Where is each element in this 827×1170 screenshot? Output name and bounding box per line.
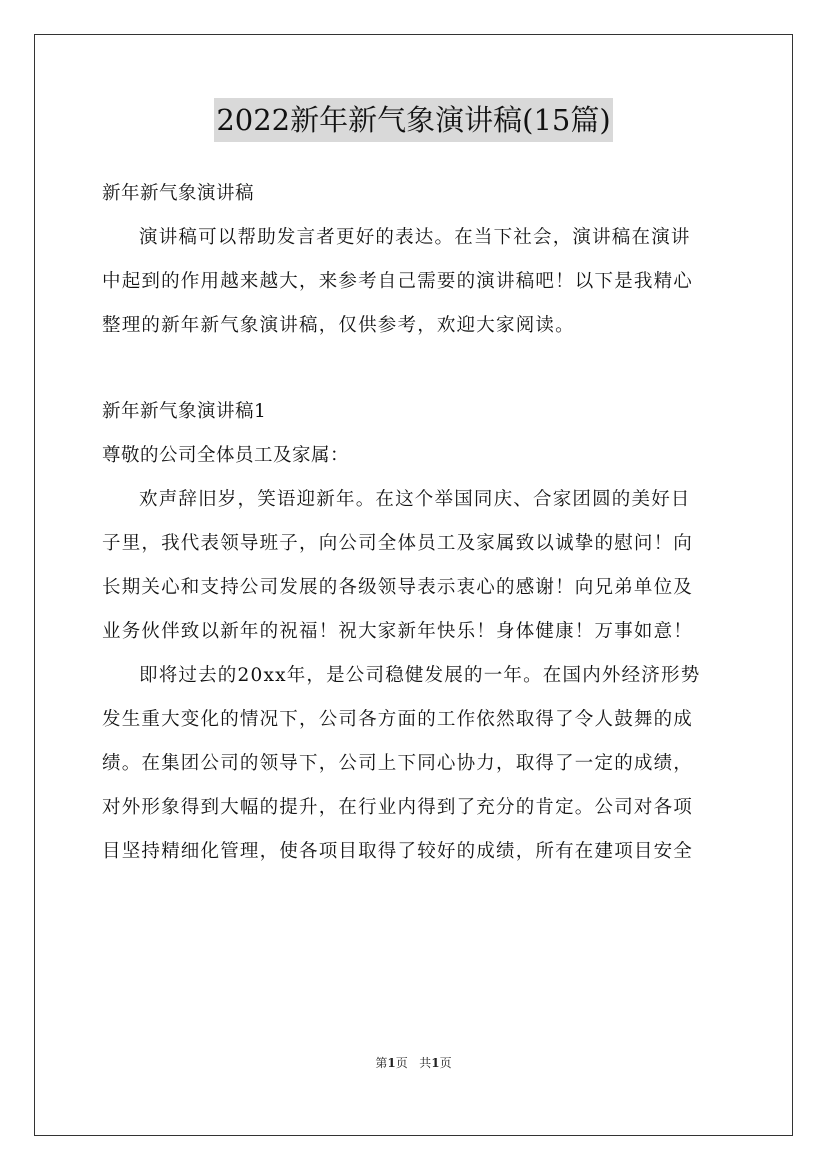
paragraph-line: 业务伙伴致以新年的祝福！祝大家新年快乐！身体健康！万事如意！ — [102, 621, 694, 642]
paragraph-line: 演讲稿可以帮助发言者更好的表达。在当下社会，演讲稿在演讲 — [139, 227, 691, 248]
page-suffix: 页 — [395, 1056, 408, 1070]
document-body — [102, 172, 728, 874]
paragraph-line: 发生重大变化的情况下，公司各方面的工作依然取得了令人鼓舞的成 — [102, 709, 694, 730]
total-prefix: 共 — [419, 1056, 432, 1070]
paragraph-line: 目坚持精细化管理，使各项目取得了较好的成绩，所有在建项目安全 — [102, 841, 694, 862]
paragraph-line: 长期关心和支持公司发展的各级领导表示衷心的感谢！向兄弟单位及 — [102, 577, 694, 598]
section-heading: 新年新气象演讲稿1 — [102, 401, 267, 422]
paragraph-line: 绩。在集团公司的领导下，公司上下同心协力，取得了一定的成绩， — [102, 753, 694, 774]
total-number: 1 — [431, 1056, 440, 1070]
paragraph-2 — [102, 654, 728, 874]
document-title: 2022新年新气象演讲稿(15篇) — [214, 98, 612, 142]
paragraph-line: 对外形象得到大幅的提升，在行业内得到了充分的肯定。公司对各项 — [102, 797, 694, 818]
total-suffix: 页 — [439, 1056, 452, 1070]
page-footer — [0, 1054, 827, 1071]
paragraph-line: 欢声辞旧岁，笑语迎新年。在这个举国同庆、合家团圆的美好日 — [139, 489, 691, 510]
paragraph-line: 中起到的作用越来越大，来参考自己需要的演讲稿吧！以下是我精心 — [102, 271, 694, 292]
salutation: 尊敬的公司全体员工及家属： — [102, 445, 350, 466]
paragraph-1 — [102, 478, 728, 654]
intro-paragraph — [102, 216, 728, 348]
subtitle: 新年新气象演讲稿 — [102, 183, 255, 204]
paragraph-line: 整理的新年新气象演讲稿，仅供参考，欢迎大家阅读。 — [102, 315, 575, 336]
page-prefix: 第 — [375, 1056, 388, 1070]
paragraph-line: 子里，我代表领导班子，向公司全体员工及家属致以诚挚的慰问！向 — [102, 533, 694, 554]
spacer — [102, 348, 728, 390]
paragraph-line: 即将过去的20xx年，是公司稳健发展的一年。在国内外经济形势 — [139, 665, 701, 686]
page-number: 1 — [387, 1056, 396, 1070]
title-container — [0, 98, 827, 142]
